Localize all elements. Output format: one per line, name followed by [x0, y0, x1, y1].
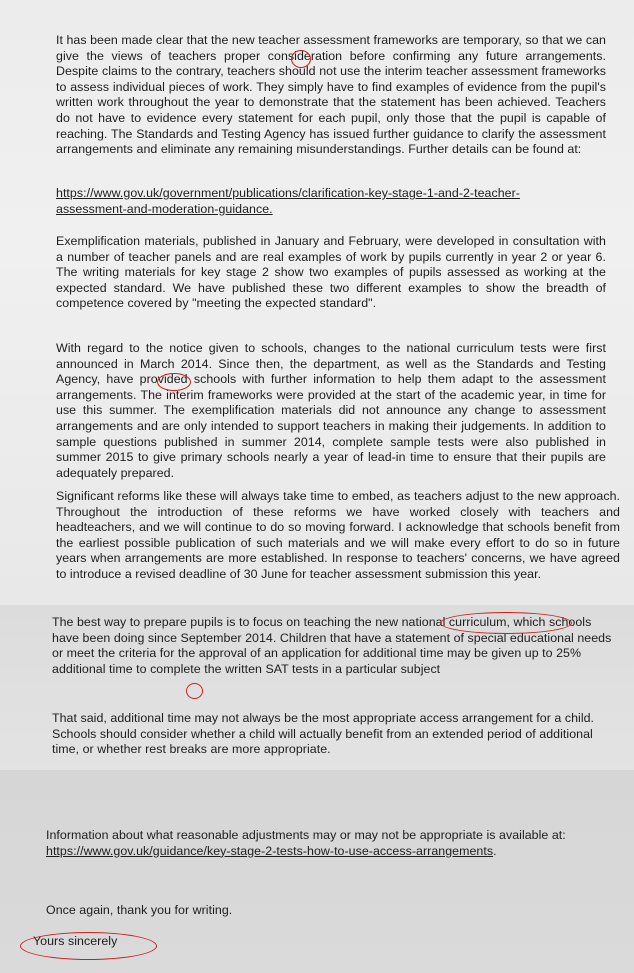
adjustments-text: Information about what reasonable adjustments may or may not be appropriate is available at: [46, 828, 566, 842]
paragraph-thanks: Once again, thank you for writing. [46, 903, 233, 917]
paragraph-reforms: Significant reforms like these will always take time to embed, as teachers adjust to the new approach. Throughout the introduction of these reforms we have worked closely with teachers and headteachers, and we will continue to do so moving forward. I acknowledge that schools benefit from the earliest possible publication of such materials and we will make every effort to do so in future years when arrangements are more established. In response to teachers' concerns, we have agreed to introduce a revised deadline of 30 June for teacher assessment submission this year. [56, 489, 620, 581]
signoff: Yours sincerely [33, 934, 118, 948]
paragraph-frameworks: It has been made clear that the new teacher assessment frameworks are temporary, so that we can give the views of teachers proper consideration before confirming any future arrangements. Despite claims to the contrary, teachers should not use the interim teacher assessment frameworks to assess individual pieces of work. They simply have to find examples of evidence from the pupil's written work throughout the year to demonstrate that the statement has been achieved. Teachers do not have to evidence every statement for each pupil, only those that the pupil is capable of reaching. The Standards and Testing Agency has issued further guidance to clarify the assessment arrangements and eliminate any remaining misunderstandings. Further details can be found at: [56, 33, 606, 157]
adjustments-period: . [493, 843, 497, 858]
access-arrangements-link[interactable]: https://www.gov.uk/guidance/key-stage-2-tests-how-to-use-access-arrangements [46, 843, 494, 858]
paragraph-exemplification: Exemplification materials, published in January and February, were developed in consultation with a number of teacher panels and are real examples of work by pupils currently in year 2 or year 6. The writing materials for key stage 2 show two examples of pupils assessed as working at the expected standard. We have published these two different examples to show the breadth of competence covered by "meeting the expected standard". [56, 234, 606, 311]
guidance-link-text[interactable]: https://www.gov.uk/government/publications/clarification-key-stage-1-and-2-teacher-assessment-and-moderation-guidance. [56, 186, 520, 216]
paragraph-adjustments [46, 828, 571, 859]
paragraph-additional-time: That said, additional time may not always be the most appropriate access arrangement for a child. Schools should consider whether a child will actually benefit from an extended period of additional time, or whether rest breaks are more appropriate. [52, 711, 595, 757]
paragraph-preparation: The best way to prepare pupils is to focus on teaching the new national curriculum, which schools have been doing since September 2014. Children that have a statement of special educational needs or meet the criteria for the approval of an application for additional time may be given up to 25% additional time to complete the written SAT tests in a particular subject [52, 615, 612, 676]
guidance-link[interactable] [56, 186, 576, 217]
paragraph-notice: With regard to the notice given to schools, changes to the national curriculum tests were first announced in March 2014. Since then, the department, as well as the Standards and Testing Agency, have provided schools with further information to help them adapt to the assessment arrangements. The interim frameworks were provided at the start of the academic year, in time for use this summer. The exemplification materials did not announce any change to assessment arrangements and are only intended to support teachers in making their judgements. In addition to sample questions published in summer 2014, complete sample tests were also published in summer 2015 to give primary schools nearly a year of lead-in time to ensure that their pupils are adequately prepared. [56, 341, 606, 480]
